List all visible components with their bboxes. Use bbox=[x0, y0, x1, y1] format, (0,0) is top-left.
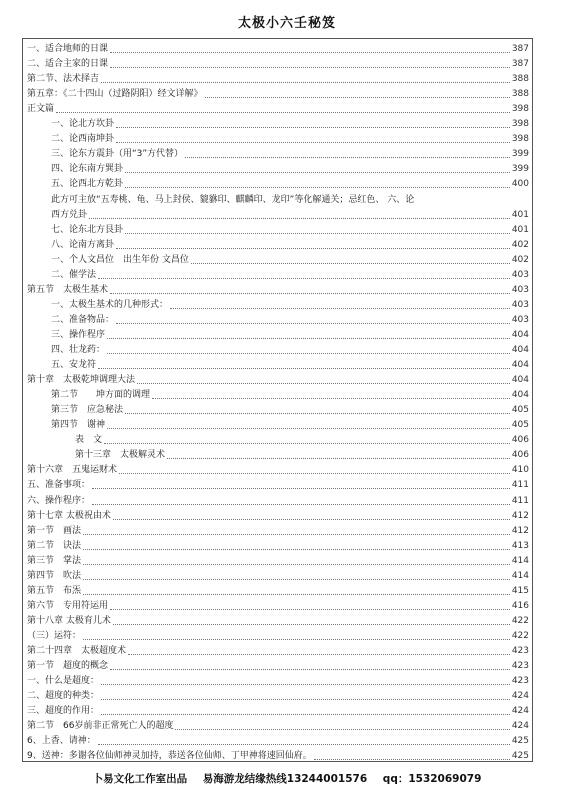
toc-leader-dots bbox=[110, 67, 510, 68]
toc-entry-title: 第三节 应急秘法 bbox=[51, 405, 124, 416]
toc-entry[interactable] bbox=[27, 386, 529, 401]
toc-entry[interactable] bbox=[27, 476, 529, 491]
toc-entry[interactable] bbox=[27, 130, 529, 145]
toc-entry[interactable] bbox=[27, 160, 529, 175]
toc-entry[interactable] bbox=[27, 732, 529, 747]
toc-entry[interactable] bbox=[27, 552, 529, 567]
toc-leader-dots bbox=[175, 729, 509, 730]
toc-entry-title: 二、论西南坤卦 bbox=[51, 134, 115, 145]
toc-entry-page: 424 bbox=[511, 706, 529, 717]
toc-entry-title: 第四节 吹法 bbox=[27, 570, 82, 581]
toc-entry-title: 五、准备事项： bbox=[27, 480, 91, 491]
toc-entry-page: 388 bbox=[511, 74, 529, 85]
toc-entry-page: 406 bbox=[511, 435, 529, 446]
toc-entry-title: 一、太极生基术的几种形式： bbox=[51, 299, 169, 310]
toc-leader-dots bbox=[83, 564, 510, 565]
toc-entry-title: 西方兑卦 bbox=[51, 209, 88, 220]
toc-leader-dots bbox=[167, 458, 510, 459]
toc-entry-title: 第十三章 太极解灵术 bbox=[75, 450, 166, 461]
toc-entry-title: 一、什么是超度： bbox=[27, 676, 100, 687]
toc-entry-page: 402 bbox=[511, 254, 529, 265]
page-title: 太极小六壬秘笈 bbox=[237, 16, 336, 31]
toc-leader-dots bbox=[92, 488, 510, 489]
toc-leader-dots bbox=[83, 534, 510, 535]
toc-entry-page: 413 bbox=[511, 540, 529, 551]
toc-entry-page: 422 bbox=[511, 630, 529, 641]
toc-entry[interactable] bbox=[27, 206, 529, 221]
toc-entry-title: 第十八章 太极育儿术 bbox=[27, 615, 111, 626]
toc-entry-title: 第五节 布炁 bbox=[27, 585, 82, 596]
toc-entry-page: 416 bbox=[511, 600, 529, 611]
toc-entry-title: 第六节 专用符运用 bbox=[27, 600, 109, 611]
toc-entry-title: 二、适合主家的日课 bbox=[27, 59, 109, 70]
toc-entry-title: 第二节 66岁前非正常死亡人的超度 bbox=[27, 721, 174, 732]
toc-leader-dots bbox=[125, 413, 510, 414]
toc-leader-dots bbox=[314, 759, 510, 760]
toc-entry-page: 398 bbox=[511, 104, 529, 115]
toc-entry-title: （三）运符： bbox=[27, 630, 82, 641]
toc-entry-page: 411 bbox=[511, 495, 529, 506]
toc-entry[interactable] bbox=[27, 657, 529, 672]
toc-entry-page: 403 bbox=[511, 299, 529, 310]
toc-entry[interactable] bbox=[27, 522, 529, 537]
toc-leader-dots bbox=[137, 383, 510, 384]
toc-entry-title: 6、上香、请神： bbox=[27, 736, 96, 747]
toc-entry-page: 425 bbox=[511, 736, 529, 747]
toc-entry[interactable] bbox=[27, 702, 529, 717]
toc-entry[interactable] bbox=[27, 492, 529, 507]
toc-entry-title: 第二十四章 太极超度术 bbox=[27, 646, 127, 656]
toc-entry-page: 403 bbox=[511, 284, 529, 295]
toc-leader-dots bbox=[101, 684, 510, 685]
toc-leader-dots bbox=[83, 549, 510, 550]
toc-entry-title: 八、论南方离卦 bbox=[51, 239, 115, 250]
toc-entry-page: 400 bbox=[511, 179, 529, 190]
toc-entry-page: 387 bbox=[511, 44, 529, 54]
toc-leader-dots bbox=[125, 187, 510, 188]
toc-entry-page: 414 bbox=[511, 570, 529, 581]
toc-entry-title: 正文篇 bbox=[27, 104, 55, 115]
toc-entry-page: 401 bbox=[511, 209, 529, 220]
toc-leader-dots bbox=[170, 308, 510, 309]
toc-entry[interactable] bbox=[27, 281, 529, 296]
toc-entry-page: 423 bbox=[511, 676, 529, 687]
toc-entry-page: 412 bbox=[511, 525, 529, 536]
toc-entry-page: 402 bbox=[511, 239, 529, 250]
toc-entry-page: 403 bbox=[511, 269, 529, 280]
toc-entry-title: 第二节 诀法 bbox=[27, 540, 82, 551]
toc-entry-title: 四、论东南方巽卦 bbox=[51, 164, 124, 175]
toc-entry-title: 五、安龙符 bbox=[51, 360, 97, 371]
toc-entry-page: 414 bbox=[511, 555, 529, 566]
toc-entry[interactable] bbox=[27, 747, 529, 762]
toc-leader-dots bbox=[152, 398, 510, 399]
toc-entry-page: 399 bbox=[511, 164, 529, 175]
toc-entry[interactable] bbox=[27, 356, 529, 371]
toc-leader-dots bbox=[191, 263, 510, 264]
toc-entry[interactable] bbox=[27, 221, 529, 236]
toc-entry-title: 第十七章 太极祝由术 bbox=[27, 510, 111, 521]
toc-leader-dots bbox=[89, 218, 510, 219]
toc-leader-dots bbox=[116, 248, 510, 249]
toc-entry-page: 415 bbox=[511, 585, 529, 596]
toc-entry-page: 399 bbox=[511, 149, 529, 160]
toc-leader-dots bbox=[101, 714, 510, 715]
toc-entry-title: 三、论东方震卦（用“3”方代替） bbox=[51, 149, 184, 160]
toc-entry-page: 411 bbox=[511, 480, 529, 491]
toc-entry[interactable] bbox=[27, 40, 529, 55]
toc-entry[interactable] bbox=[27, 85, 529, 100]
toc-entry-title: 三、超度的作用： bbox=[27, 706, 100, 717]
toc-leader-dots bbox=[92, 504, 510, 505]
toc-entry[interactable] bbox=[27, 251, 529, 266]
toc-entry-title: 第十六章 五鬼运财术 bbox=[27, 465, 118, 476]
toc-entry[interactable] bbox=[27, 597, 529, 612]
toc-entry-page: 424 bbox=[511, 721, 529, 732]
toc-leader-dots bbox=[125, 172, 510, 173]
toc-entry-page: 387 bbox=[511, 59, 529, 70]
toc-entry-page: 398 bbox=[511, 134, 529, 145]
toc-entry-page: 403 bbox=[511, 314, 529, 325]
toc-entry-page: 423 bbox=[511, 646, 529, 656]
toc-entry[interactable] bbox=[27, 537, 529, 552]
toc-leader-dots bbox=[107, 353, 510, 354]
toc-entry[interactable] bbox=[27, 612, 529, 627]
toc-leader-dots bbox=[128, 654, 510, 655]
toc-leader-dots bbox=[83, 579, 510, 580]
toc-entry[interactable] bbox=[27, 431, 529, 446]
toc-leader-dots bbox=[101, 82, 510, 83]
toc-leader-dots bbox=[116, 127, 510, 128]
toc-entry-page: 401 bbox=[511, 224, 529, 235]
toc-entry-page: 404 bbox=[511, 329, 529, 340]
toc-entry-title: 9、送神：多谢各位仙师神灵加持，恭送各位仙师、丁甲神将速回仙府。 bbox=[27, 751, 312, 762]
toc-entry-title: 一、个人文昌位 出生年份 文昌位 bbox=[51, 254, 189, 265]
toc-leader-dots bbox=[116, 142, 510, 143]
toc-entry-title: 六、操作程序： bbox=[27, 495, 91, 506]
toc-entry-title: 第一节 画法 bbox=[27, 525, 82, 536]
toc-leader-dots bbox=[185, 157, 510, 158]
toc-entry-title: 三、操作程序 bbox=[51, 329, 106, 340]
toc-leader-dots bbox=[110, 669, 510, 670]
toc-entry-title: 五、论西北方乾卦 bbox=[51, 179, 124, 190]
toc-entry-title: 二、催学法 bbox=[51, 269, 97, 280]
toc-leader-dots bbox=[107, 338, 510, 339]
toc-entry-page: 404 bbox=[511, 345, 529, 355]
toc-leader-dots bbox=[107, 428, 510, 429]
toc-entry-title: 二、准备物品： bbox=[51, 314, 115, 325]
toc-leader-dots bbox=[116, 323, 510, 324]
toc-entry[interactable] bbox=[27, 672, 529, 687]
toc-entry-title: 第十章 太极乾坤调理大法 bbox=[27, 375, 136, 386]
toc-entry[interactable] bbox=[27, 642, 529, 657]
toc-entry[interactable] bbox=[27, 100, 529, 115]
toc-leader-dots bbox=[101, 699, 510, 700]
toc-entry-page: 404 bbox=[511, 360, 529, 371]
footer-studio: 卜易文化工作室出品 bbox=[92, 773, 188, 785]
toc-entry-title: 七、论东北方艮卦 bbox=[51, 224, 124, 235]
toc-entry[interactable] bbox=[27, 371, 529, 386]
toc-leader-dots bbox=[83, 639, 510, 640]
toc-entry-title: 一、适合地师的日课 bbox=[27, 44, 109, 54]
footer-hotline: 易海游龙结缘热线13244001576 bbox=[202, 773, 368, 785]
table-of-contents bbox=[22, 38, 533, 762]
toc-leader-dots bbox=[98, 368, 510, 369]
toc-entry-page: 405 bbox=[511, 405, 529, 416]
toc-entry-page: 388 bbox=[511, 89, 529, 100]
toc-entry[interactable] bbox=[27, 717, 529, 732]
toc-leader-dots bbox=[56, 112, 510, 113]
toc-entry-title: 表 文 bbox=[75, 435, 103, 446]
toc-entry-page: 406 bbox=[511, 450, 529, 461]
toc-entry[interactable] bbox=[27, 687, 529, 702]
toc-entry-title: 第二节、法术择吉 bbox=[27, 74, 100, 85]
toc-leader-dots bbox=[113, 519, 510, 520]
toc-entry-page: 398 bbox=[511, 119, 529, 130]
toc-entry[interactable] bbox=[27, 446, 529, 461]
toc-entry-page: 404 bbox=[511, 375, 529, 386]
toc-entry[interactable] bbox=[27, 236, 529, 251]
toc-entry-title: 此方可主放“五寿桃、龟、马上封侯、貔貅印、麒麟印、龙印”等化解通关；忌红色、 六、论 bbox=[51, 194, 415, 205]
toc-entry-title: 第四节 谢神 bbox=[51, 420, 106, 431]
toc-entry-title: 一、论北方坎卦 bbox=[51, 119, 115, 130]
toc-entry[interactable] bbox=[27, 461, 529, 476]
toc-leader-dots bbox=[119, 473, 510, 474]
toc-entry-title: 第一节 超度的概念 bbox=[27, 661, 109, 672]
toc-leader-dots bbox=[98, 278, 510, 279]
toc-entry[interactable] bbox=[27, 326, 529, 341]
toc-entry-page: 423 bbox=[511, 661, 529, 672]
toc-entry-page: 405 bbox=[511, 420, 529, 431]
toc-entry-title: 第三节 掌法 bbox=[27, 555, 82, 566]
toc-leader-dots bbox=[113, 624, 510, 625]
toc-entry-title: 四、壮龙药： bbox=[51, 345, 106, 355]
toc-entry-page: 424 bbox=[511, 691, 529, 702]
toc-leader-dots bbox=[110, 293, 510, 294]
toc-entry[interactable] bbox=[27, 627, 529, 642]
toc-entry[interactable] bbox=[27, 401, 529, 416]
footer bbox=[0, 771, 574, 786]
toc-leader-dots bbox=[104, 443, 510, 444]
toc-entry-title: 二、超度的种类： bbox=[27, 691, 100, 702]
toc-entry[interactable] bbox=[27, 70, 529, 85]
toc-entry-page: 404 bbox=[511, 390, 529, 401]
toc-entry[interactable] bbox=[27, 296, 529, 311]
toc-entry-title: 第五章：《二十四山（过路阴阳）经文详解》 bbox=[27, 89, 203, 100]
toc-entry[interactable] bbox=[27, 341, 529, 356]
toc-entry[interactable] bbox=[27, 507, 529, 522]
toc-entry[interactable] bbox=[27, 145, 529, 160]
toc-entry[interactable] bbox=[27, 416, 529, 431]
toc-leader-dots bbox=[83, 594, 510, 595]
toc-entry[interactable] bbox=[27, 567, 529, 582]
toc-entry-page: 412 bbox=[511, 510, 529, 521]
toc-entry[interactable] bbox=[27, 175, 529, 190]
toc-leader-dots bbox=[125, 233, 510, 234]
footer-qq: qq：1532069079 bbox=[382, 773, 482, 785]
toc-leader-dots bbox=[205, 97, 510, 98]
toc-entry-page: 422 bbox=[511, 615, 529, 626]
toc-entry[interactable] bbox=[27, 191, 529, 206]
toc-leader-dots bbox=[98, 744, 510, 745]
toc-entry-page: 425 bbox=[511, 751, 529, 762]
toc-entry[interactable] bbox=[27, 582, 529, 597]
toc-leader-dots bbox=[110, 609, 510, 610]
toc-entry-page: 410 bbox=[511, 465, 529, 476]
toc-entry[interactable] bbox=[27, 55, 529, 70]
toc-entry-title: 第五节 太极生基术 bbox=[27, 284, 109, 295]
toc-leader-dots bbox=[110, 52, 510, 53]
toc-entry[interactable] bbox=[27, 115, 529, 130]
toc-entry[interactable] bbox=[27, 311, 529, 326]
toc-entry-title: 第二节 坤方面的调理 bbox=[51, 390, 151, 401]
toc-entry[interactable] bbox=[27, 266, 529, 281]
